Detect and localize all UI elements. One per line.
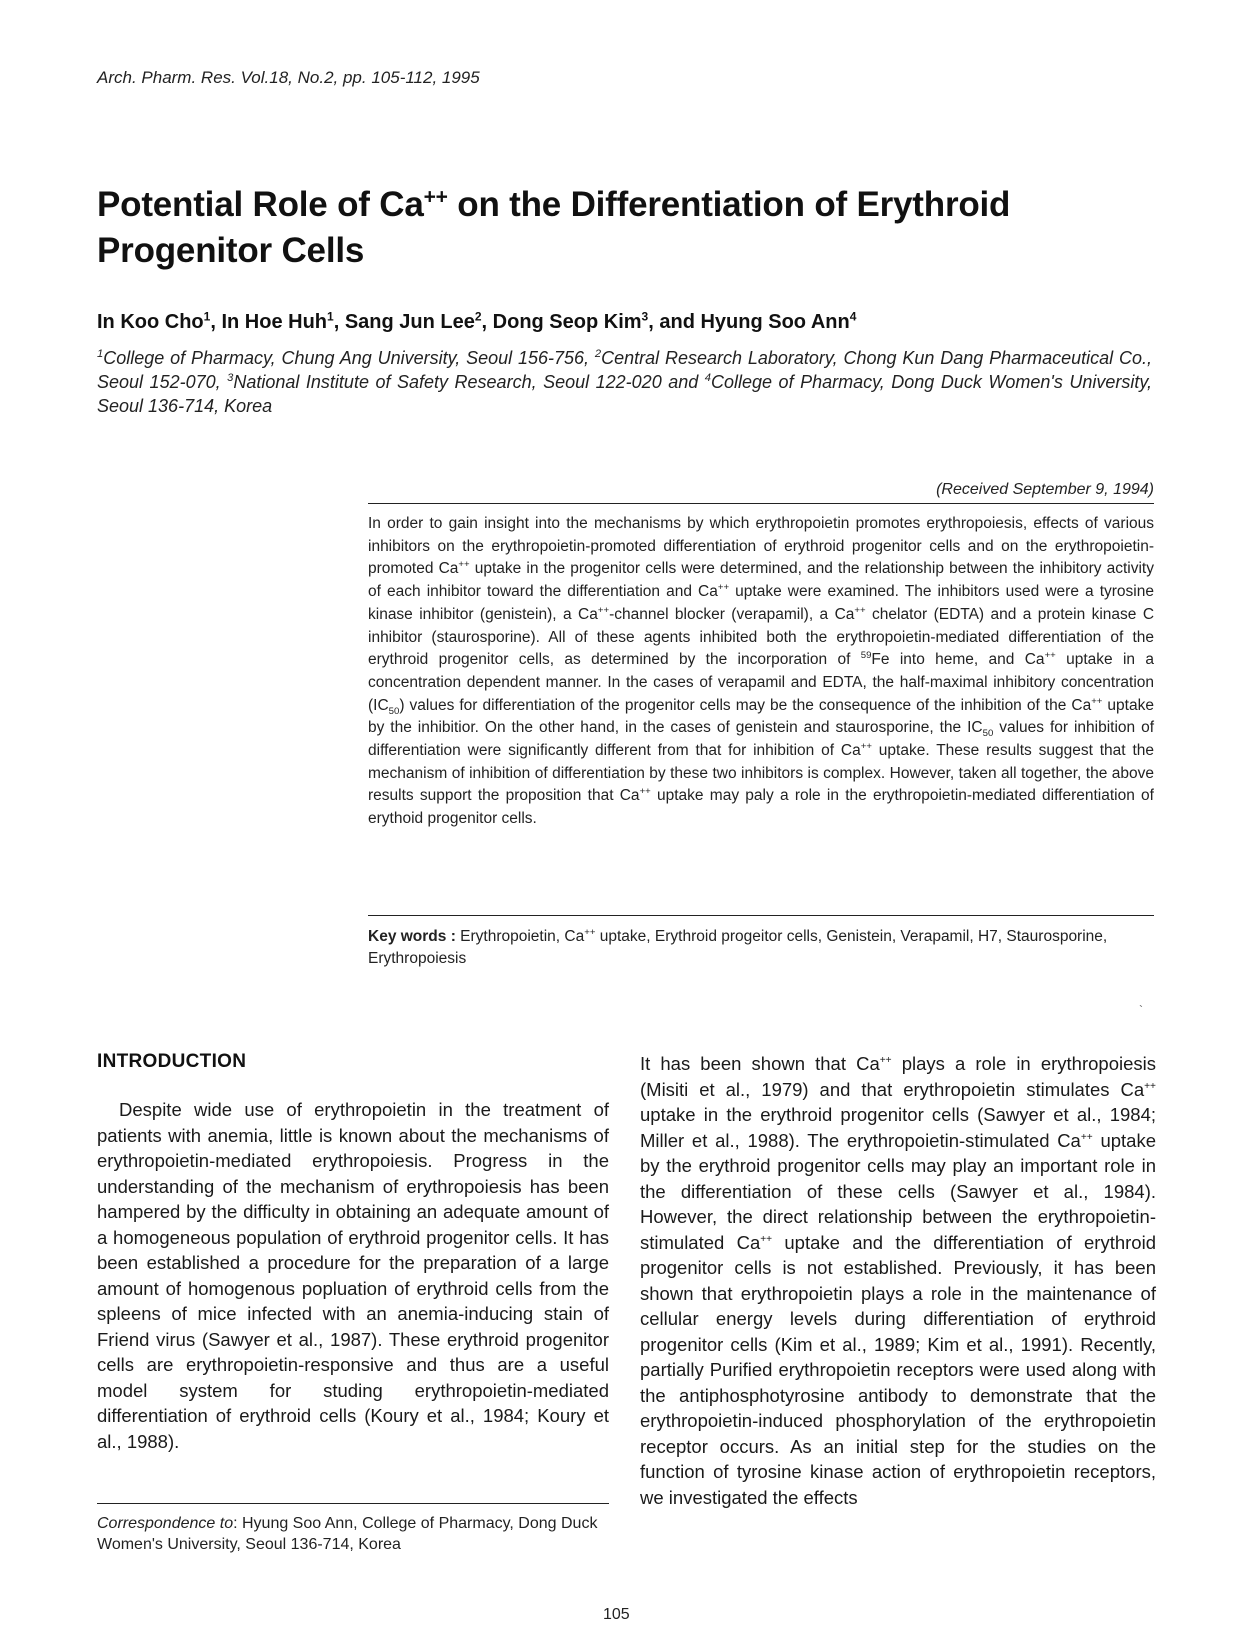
body-segment: plays a role in erythropoiesis (Misiti et al., 1979) and that erythropoietin stimulates Ca [640, 1053, 1156, 1100]
affiliation-text: National Institute of Safety Research, Seoul 122-020 and [233, 372, 705, 392]
introduction-left-column: Despite wide use of erythropoietin in the treatment of patients with anemia, little is known about the mechanisms of erythropoietin-mediated erythropoiesis. Progress in the understanding of the mechanism of erythropoiesis has been hampered by the difficulty in obtaining an adequate amount of a homogeneous population of erythroid progenitor cells. It has been established a procedure for the preparation of a large amount of homogenous popluation of erythroid cells from the spleens of mice infected with an anemia-inducing stain of Friend virus (Sawyer et al., 1987). These erythroid progenitor cells are erythropoietin-responsive and thus are a useful model system for studing erythropoietin-mediated differentiation of erythroid cells (Koury et al., 1984; Koury et al., 1988). [97, 1099, 609, 1452]
ion-charge: ++ [584, 926, 596, 938]
ion-charge: ++ [458, 559, 470, 571]
ic50-subscript: 50 [982, 728, 994, 740]
article-title [97, 182, 1157, 274]
author-name: In Hoe Huh [221, 311, 327, 333]
author-name: Sang Jun Lee [344, 311, 475, 333]
ion-charge: ++ [1144, 1080, 1156, 1092]
affiliation-text: College of Pharmacy, Dong Duck Women's University, Seoul 136-714, Korea [97, 372, 1153, 416]
keywords-text: uptake, Erythroid progeitor cells, Genistein, Verapamil, H7, Staurosporine, Erythropoiesis [368, 928, 1108, 967]
ion-charge: ++ [1091, 695, 1103, 707]
ic50-subscript: 50 [388, 705, 400, 717]
abstract-segment: chelator (EDTA) and a protein kinase C inhibitor (staurosporine). All of these agents inhibited both the erythropoietin-mediated differentiation of the erythroid progenitor cells, as determined by the incorporation of [368, 605, 1155, 669]
author-name: Hyung Soo Ann [700, 311, 850, 333]
author-name: In Koo Cho [97, 311, 204, 333]
abstract-segment: uptake were examined. The inhibitors used were a tyrosine kinase inhibitor (genistein), a Ca [368, 583, 1154, 623]
page-number: 105 [603, 1606, 630, 1623]
affiliation-mark: 4 [704, 372, 711, 384]
journal-reference: Arch. Pharm. Res. Vol.18, No.2, pp. 105-112, 1995 [97, 68, 480, 87]
abstract-segment: values for inhibition of differentiation were significantly different from that for inhibition of Ca [368, 719, 1155, 760]
affiliation-mark: 3 [227, 372, 234, 384]
body-segment: uptake in the erythroid progenitor cells (Sawyer et al., 1984; Miller et al., 1988). The erythropoietin-stimulated Ca [640, 1104, 1156, 1151]
received-date: (Received September 9, 1994) [936, 481, 1154, 498]
ion-charge: ++ [1044, 650, 1056, 662]
body-segment: It has been shown that Ca [640, 1053, 880, 1074]
ion-charge: ++ [597, 604, 610, 616]
affiliation-text: College of Pharmacy, Chung Ang University, Seoul 156-756, [103, 348, 595, 368]
keywords-text: Erythropoietin, Ca [455, 928, 585, 945]
author-separator: , [333, 311, 345, 333]
keywords [368, 926, 1154, 970]
ion-charge: ++ [879, 1054, 892, 1066]
abstract-top-rule [368, 503, 1154, 504]
title-part-1: Potential Role of Ca [97, 185, 424, 224]
correspondence-footnote [97, 1513, 617, 1555]
abstract-segment: ) values for differentiation of the progenitor cells may be the consequence of the inhibition of the Ca [399, 696, 1092, 714]
abstract-text [368, 513, 1154, 831]
abstract-segment: uptake. These results suggest that the mechanism of inhibition of differentiation by these two inhibitors is complex. However, taken all together, the above results support the proposition that Ca [368, 742, 1155, 805]
abstract-segment: -channel blocker (verapamil), a Ca [609, 605, 855, 623]
author-separator: , [210, 311, 222, 333]
ion-charge: ++ [717, 581, 730, 593]
author-separator: , and [648, 311, 701, 333]
affiliation-mark: 1 [97, 348, 104, 360]
ion-charge: ++ [639, 786, 651, 798]
body-segment: uptake by the erythroid progenitor cells may play an important role in the differentiation of these cells (Sawyer et al., 1984). However, the direct relationship between the erythropoietin-stimulated Ca [640, 1129, 1157, 1253]
ion-charge: ++ [854, 604, 866, 616]
corner-mark: ` [1139, 1003, 1143, 1017]
introduction-right-column [640, 1051, 1156, 1510]
ion-charge: ++ [760, 1233, 773, 1245]
footnote-rule [97, 1503, 609, 1504]
keywords-label: Key words : [368, 928, 456, 945]
author-list [97, 311, 856, 334]
abstract-segment: uptake may paly a role in the erythropoietin-mediated differentiation of erythoid progenitor cells. [368, 787, 1154, 828]
abstract-segment: In order to gain insight into the mechanisms by which erythropoietin promotes erythropoiesis, effects of various inhibitors on the erythropoietin-promoted differentiation of erythroid progenitor cells and on the erythropoietin-promoted Ca [368, 515, 1154, 578]
author-affiliation-mark: 2 [474, 309, 482, 324]
abstract-segment: uptake in the progenitor cells were determined, and the relationship between the inhibitory activity of each inhibitor toward the differentiation and Ca [368, 560, 1154, 601]
affiliation-mark: 2 [594, 348, 602, 360]
abstract-segment: uptake in a concentration dependent manner. In the cases of verapamil and EDTA, the half-maximal inhibitory concentration (IC [368, 651, 1154, 714]
author-affiliation-mark: 1 [327, 309, 334, 324]
ion-charge: ++ [1080, 1131, 1093, 1143]
isotope-number: 59 [860, 650, 872, 662]
author-affiliation-mark: 1 [203, 309, 211, 324]
abstract-bottom-rule [368, 915, 1154, 916]
abstract-segment: Fe into heme, and Ca [871, 651, 1045, 669]
section-heading-introduction: INTRODUCTION [97, 1051, 247, 1072]
author-name: Dong Seop Kim [492, 311, 642, 333]
author-separator: , [481, 311, 493, 333]
title-part-2: on the Differentiation of Erythroid Progenitor Cells [97, 185, 1011, 270]
footnote-label: Correspondence to [97, 1515, 234, 1532]
affiliation-text: Central Research Laboratory, Chong Kun Dang Pharmaceutical Co., Seoul 152-070, [97, 348, 1152, 392]
abstract-segment: uptake by the inhibitior. On the other hand, in the cases of genistein and staurosporine, the IC [368, 696, 1154, 737]
author-affiliation-mark: 3 [641, 309, 649, 324]
title-superscript: ++ [423, 185, 448, 209]
footnote-text: : Hyung Soo Ann, College of Pharmacy, Dong Duck Women's University, Seoul 136-714, Korea [97, 1515, 598, 1553]
author-affiliation-mark: 4 [849, 309, 857, 324]
body-segment: uptake and the differentiation of erythroid progenitor cells is not established. Previously, it has been shown that erythropoietin plays a role in the maintenance of cellular energy levels during differentiation of erythroid progenitor cells (Kim et al., 1989; Kim et al., 1991). Recently, partially Purified erythropoietin receptors were used along with the antiphosphotyrosine antibody to demonstrate that the erythropoietin-induced phosphorylation of the erythropoietin receptor occurs. As an initial step for the studies on the function of tyrosine kinase action of erythropoietin receptors, we investigated the effects [640, 1231, 1156, 1508]
ion-charge: ++ [860, 740, 872, 752]
affiliations [97, 346, 1152, 418]
